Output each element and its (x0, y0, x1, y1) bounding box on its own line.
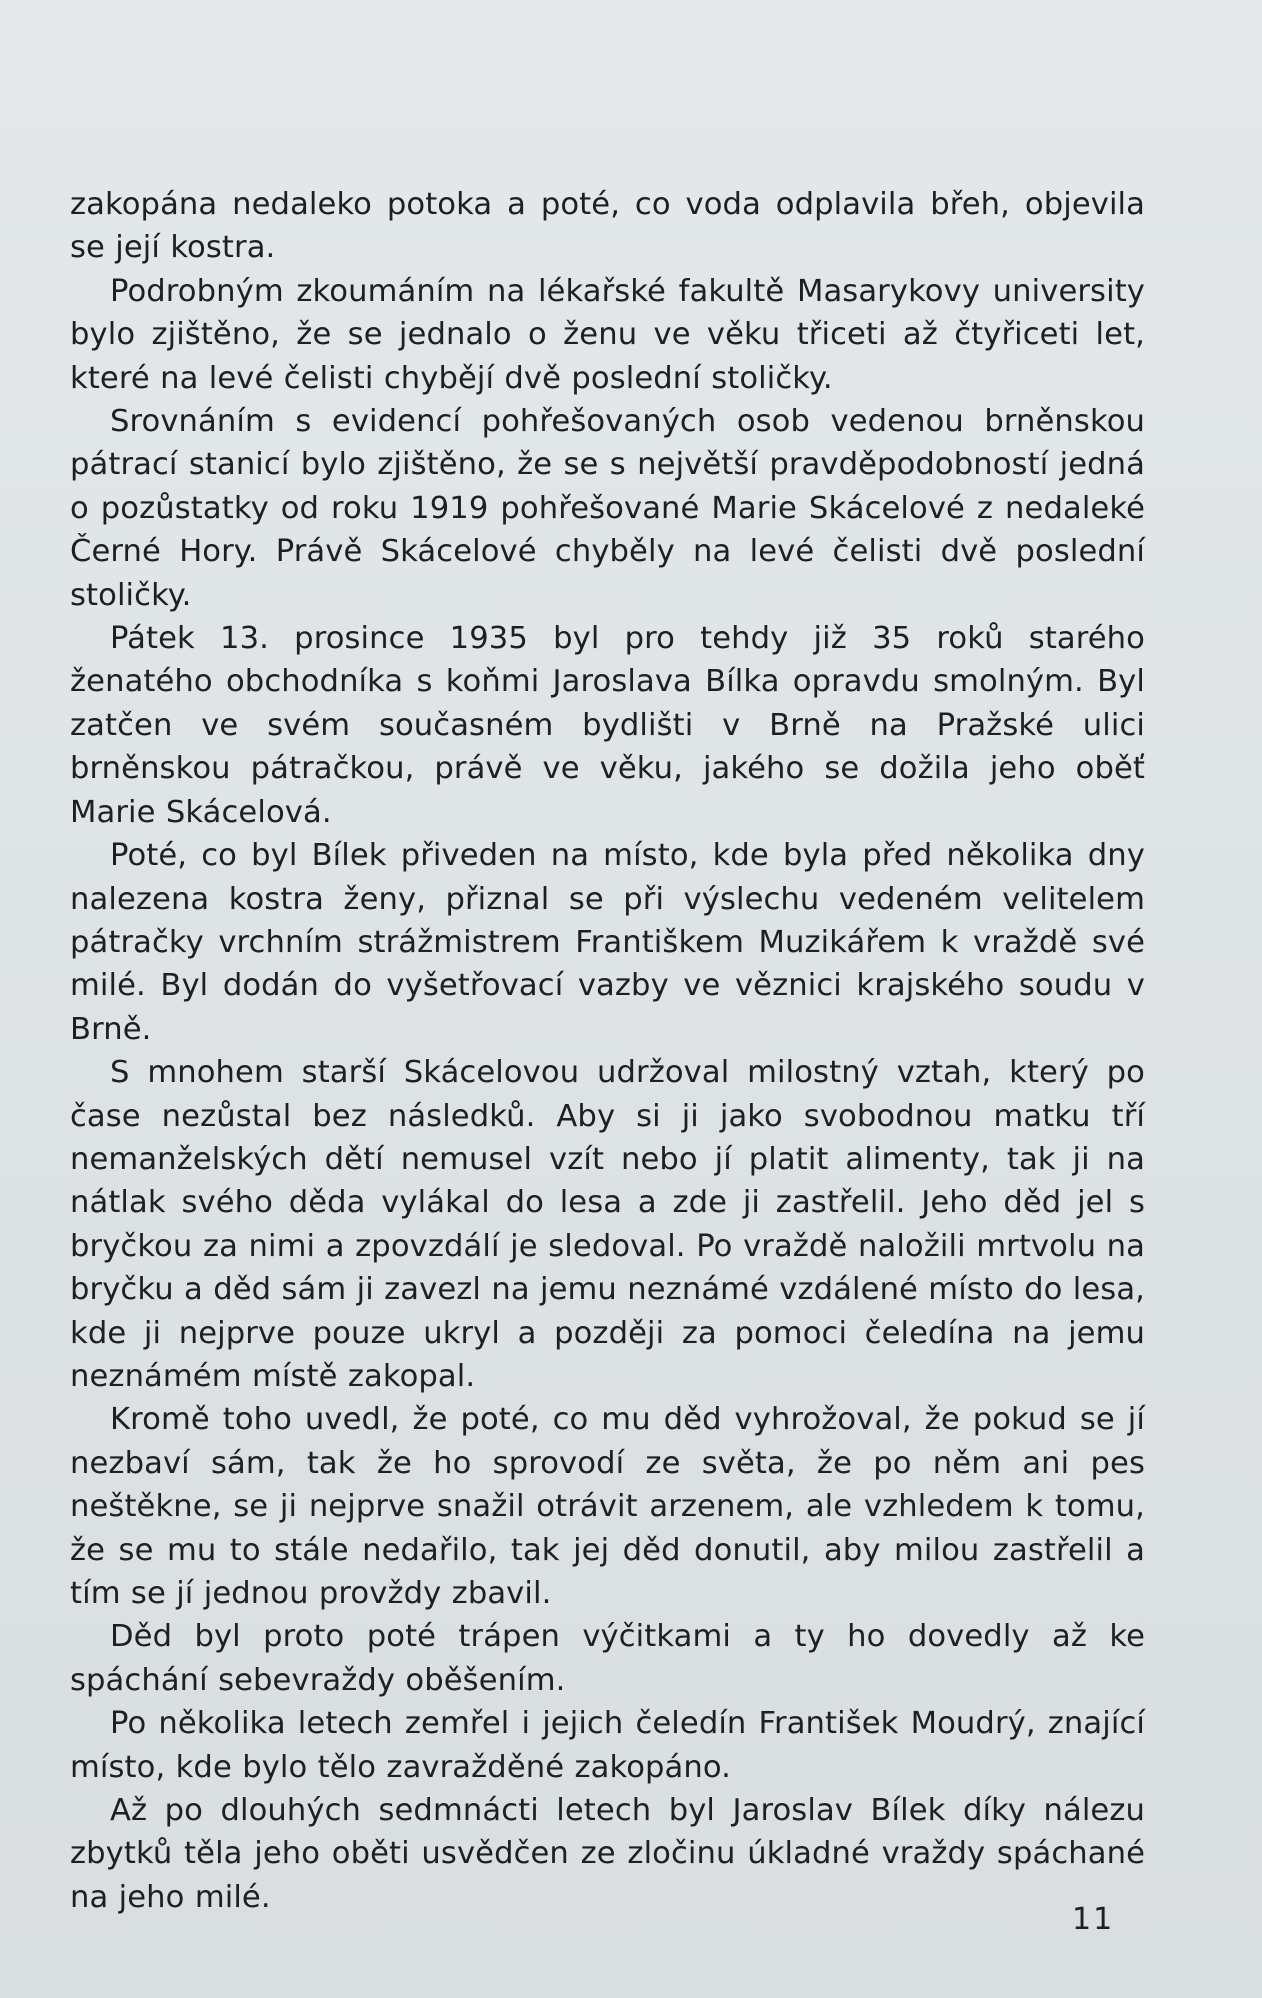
paragraph-1: zakopána nedaleko potoka a poté, co voda odplavila břeh, objevila se její kostra. (70, 187, 1145, 266)
paragraph-9: Po několika letech zemřel i jejich čeledín František Moudrý, znající místo, kde bylo tělo zavražděné zakopáno. (70, 1706, 1145, 1785)
paragraph-6: S mnohem starší Skácelovou udržoval milostný vztah, který po čase nezůstal bez následků. Aby si ji jako svobodnou matku tří nemanželských dětí nemusel vzít nebo jí platit alimenty, tak ji na nátlak svého děda vylákal do lesa a zde ji zastřelil. Jeho děd jel s bryčkou za nimi a zpovzdálí je sledoval. Po vraždě naložili mrtvolu na bryčku a děd sám ji zavezl na jemu neznámé vzdálené místo do lesa, kde ji nejprve pouze ukryl a později za pomoci čeledína na jemu neznámém místě zakopal. (70, 1055, 1145, 1394)
paragraph-10: Až po dlouhých sedmnácti letech byl Jaroslav Bílek díky nálezu zbytků těla jeho oběti usvědčen ze zločinu úkladné vraždy spáchané na jeho milé. (70, 1793, 1145, 1915)
page-number: 11 (1072, 1902, 1115, 1937)
paragraph-7: Kromě toho uvedl, že poté, co mu děd vyhrožoval, že pokud se jí nezbaví sám, tak že ho sprovodí ze světa, že po něm ani pes neštěkne, se ji nejprve snažil otrávit arzenem, ale vzhledem k tomu, že se mu to stále nedařilo, tak jej děd donutil, aby milou zastřelil a tím se jí jednou provždy zbavil. (70, 1402, 1145, 1611)
paragraph-5: Poté, co byl Bílek přiveden na místo, kde byla před několika dny nalezena kostra ženy, přiznal se při výslechu vedeném velitelem pátračky vrchním strážmistrem Františkem Muzikářem k vraždě své milé. Byl dodán do vyšetřovací vazby ve věznici krajského soudu v Brně. (70, 838, 1145, 1047)
paragraph-3: Srovnáním s evidencí pohřešovaných osob vedenou brněnskou pátrací stanicí bylo zjištěno, že se s největší pravděpodobností jedná o pozůstatky od roku 1919 pohřešované Marie Skácelové z nedaleké Černé Hory. Právě Skácelové chyběly na levé čelisti dvě poslední stoličky. (70, 404, 1145, 613)
paragraph-8: Děd byl proto poté trápen výčitkami a ty ho dovedly až ke spáchání sebevraždy oběšením. (70, 1619, 1145, 1698)
paragraph-2: Podrobným zkoumáním na lékařské fakultě Masarykovy university bylo zjištěno, že se jednalo o ženu ve věku třiceti až čtyřiceti let, které na levé čelisti chybějí dvě poslední stoličky. (70, 273, 1145, 396)
body-text (70, 183, 1145, 1919)
paragraph-4: Pátek 13. prosince 1935 byl pro tehdy již 35 roků starého ženatého obchodníka s koňmi Jaroslava Bílka opravdu smolným. Byl zatčen ve svém současném bydlišti v Brně na Pražské ulici brněnskou pátračkou, právě ve věku, jakého se dožila jeho oběť Marie Skácelová. (70, 621, 1145, 830)
